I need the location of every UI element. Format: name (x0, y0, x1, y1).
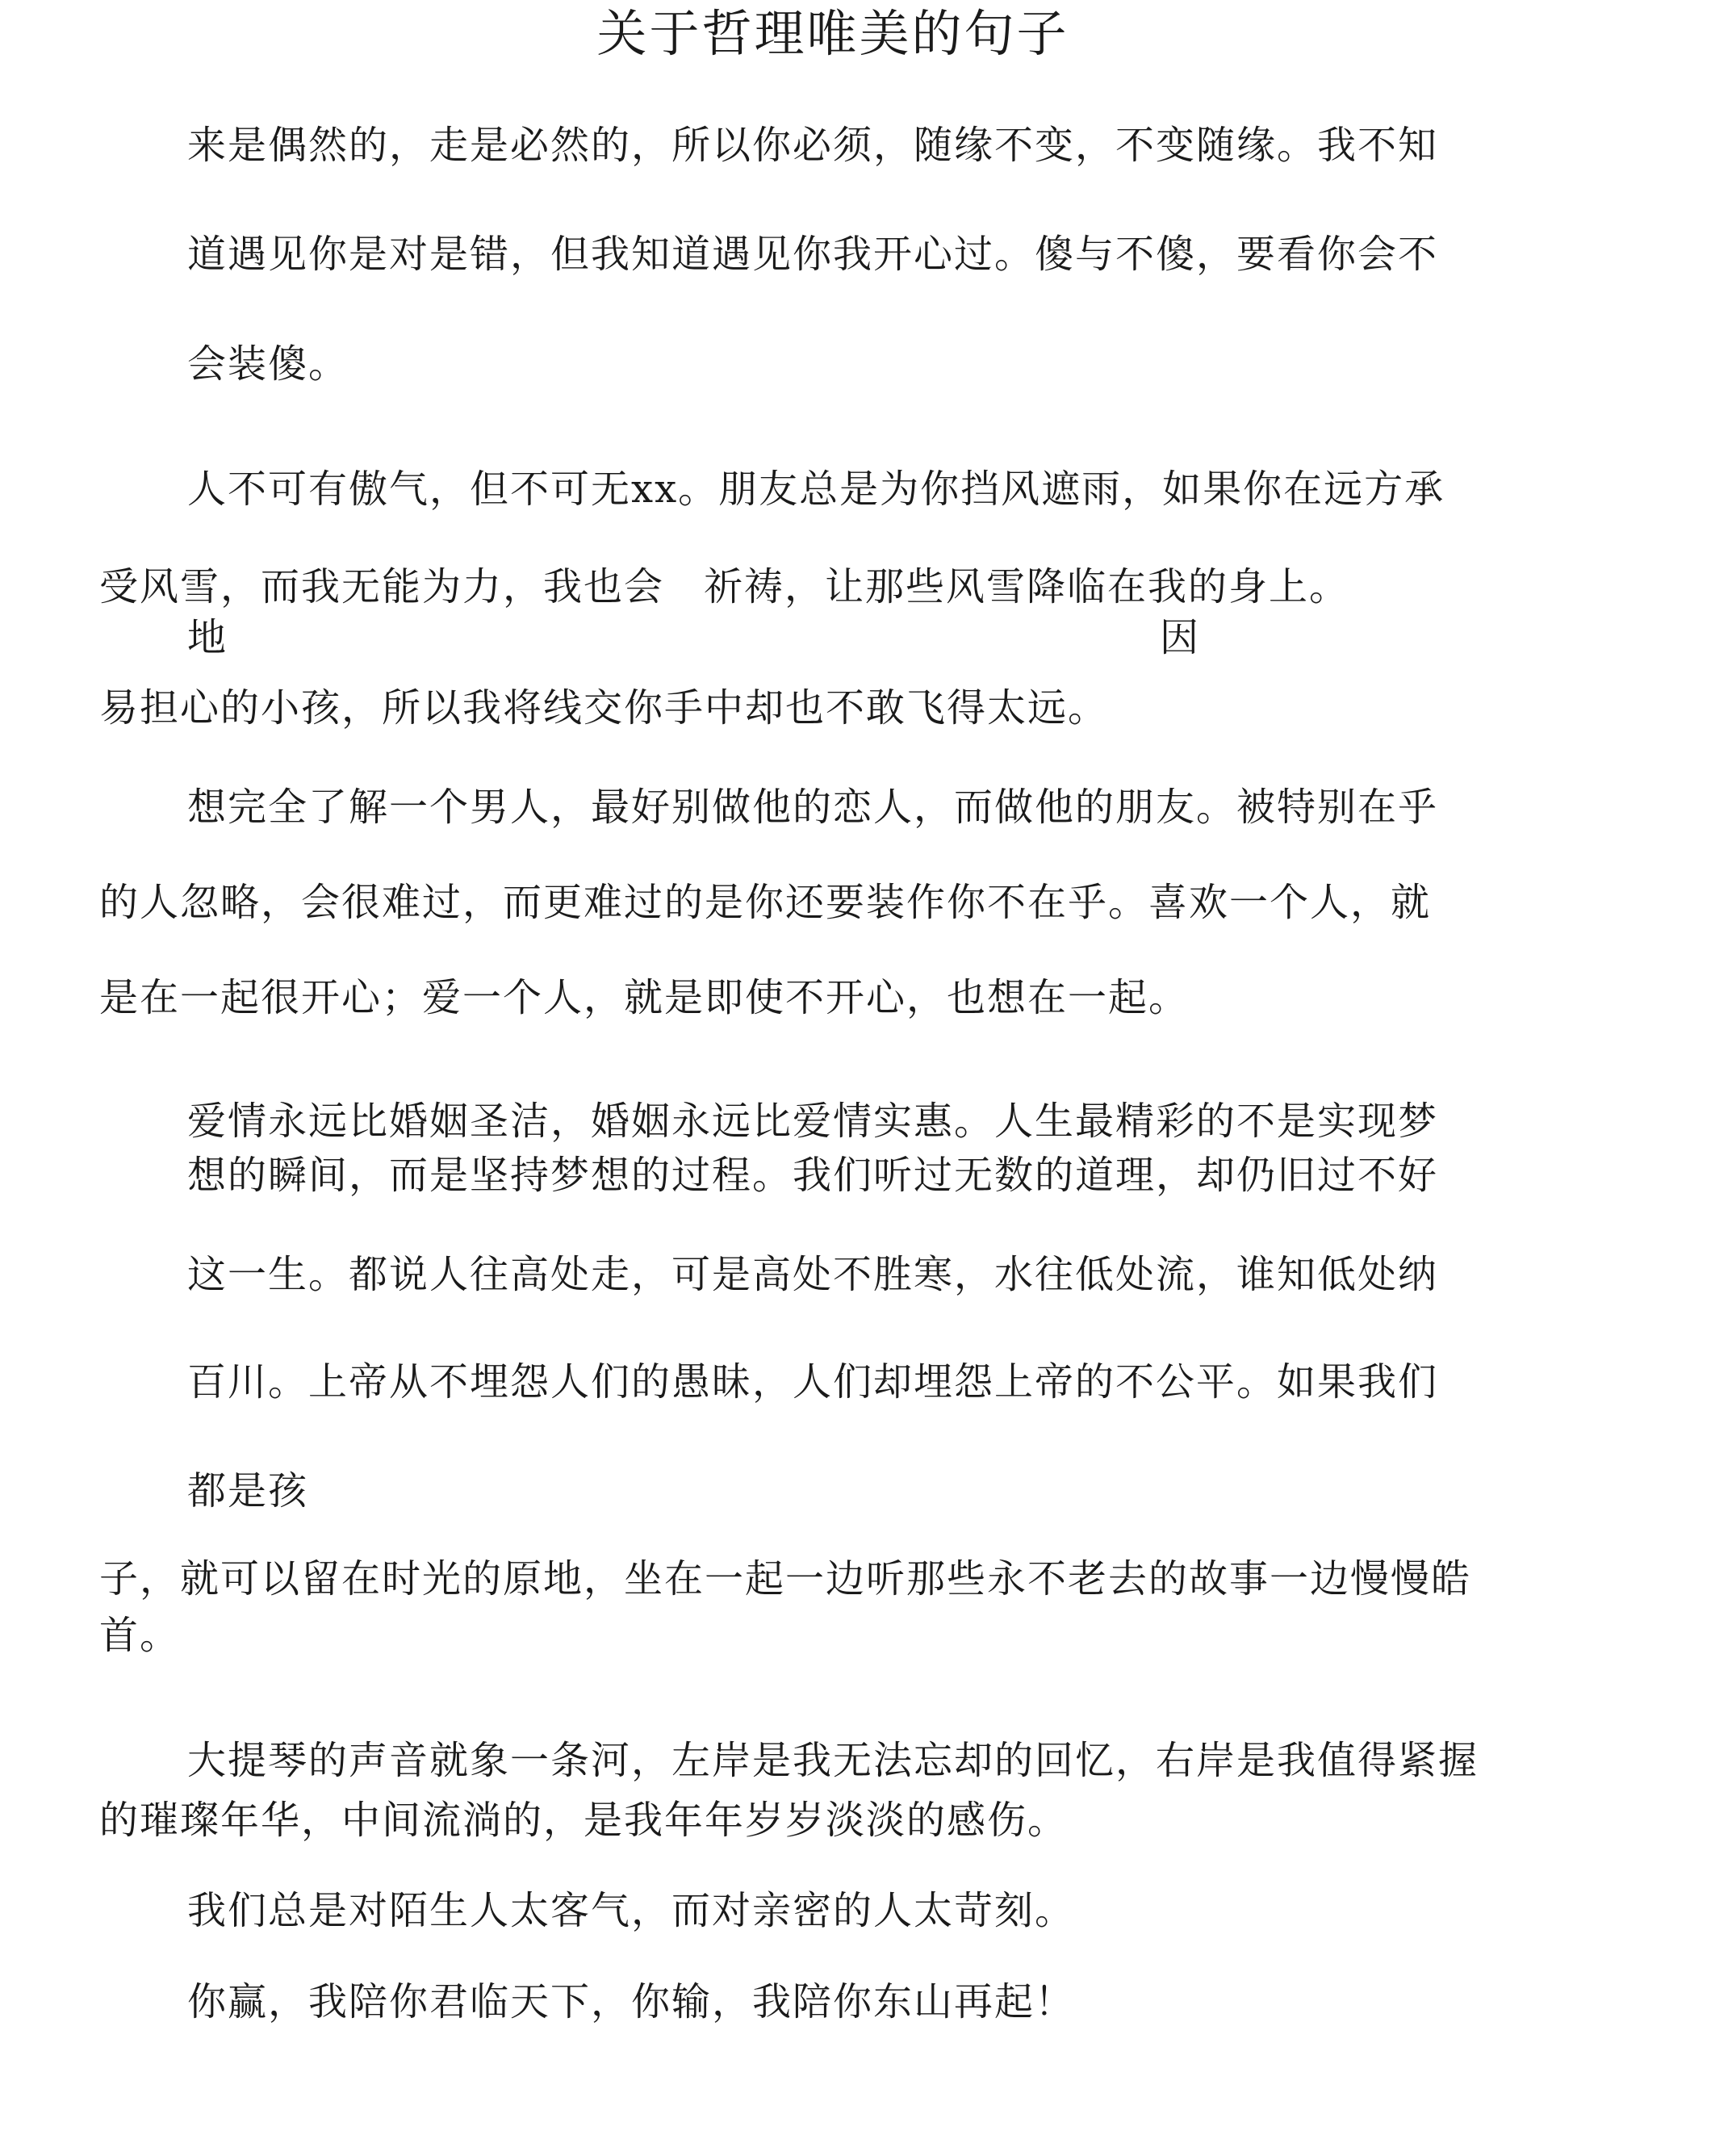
text-line: 易担心的小孩，所以我将线交你手中却也不敢飞得太远。 (99, 685, 1109, 731)
text-line: 是在一起很开心；爱一个人，就是即使不开心，也想在一起。 (99, 975, 1190, 1020)
text-line: 都是孩 (187, 1468, 309, 1513)
text-line: 爱情永远比婚姻圣洁，婚姻永远比爱情实惠。人生最精彩的不是实现梦 (187, 1099, 1439, 1144)
text-line: 的璀璨年华，中间流淌的，是我年年岁岁淡淡的感伤。 (99, 1798, 1069, 1843)
text-line: 会装傻。 (187, 341, 349, 387)
text-fragment: 地 (187, 615, 227, 659)
text-line: 道遇见你是对是错，但我知道遇见你我开心过。傻与不傻，要看你会不 (187, 232, 1439, 277)
text-line: 受风雪，而我无能为力，我也会 (99, 564, 665, 609)
text-line: 这一生。都说人往高处走，可是高处不胜寒，水往低处流，谁知低处纳 (187, 1252, 1439, 1297)
text-line: 大提琴的声音就象一条河，左岸是我无法忘却的回忆，右岸是我值得紧握 (187, 1738, 1479, 1783)
text-line: 你赢，我陪你君临天下，你输，我陪你东山再起！ (187, 1979, 1076, 2024)
text-line: 子，就可以留在时光的原地，坐在一起一边听那些永不老去的故事一边慢慢皓 (99, 1556, 1472, 1601)
text-line: 人不可有傲气，但不可无xx。朋友总是为你挡风遮雨，如果你在远方承 (187, 467, 1445, 512)
text-line: 来是偶然的，走是必然的，所以你必须，随缘不变，不变随缘。我不知 (187, 123, 1439, 168)
text-line: 祈祷，让那些风雪降临在我的身上。 (704, 564, 1350, 609)
text-line: 我们总是对陌生人太客气，而对亲密的人太苛刻。 (187, 1888, 1076, 1933)
text-line: 百川。上帝从不埋怨人们的愚昧，人们却埋怨上帝的不公平。如果我们 (187, 1359, 1439, 1405)
text-line: 想的瞬间，而是坚持梦想的过程。我们听过无数的道理，却仍旧过不好 (187, 1153, 1439, 1198)
text-line: 想完全了解一个男人，最好别做他的恋人，而做他的朋友。被特别在乎 (187, 785, 1439, 830)
document-title: 关于哲理唯美的句子 (596, 4, 1069, 63)
text-line: 的人忽略，会很难过，而更难过的是你还要装作你不在乎。喜欢一个人，就 (99, 880, 1432, 925)
text-line: 首。 (99, 1613, 181, 1658)
text-fragment: 因 (1160, 615, 1199, 659)
